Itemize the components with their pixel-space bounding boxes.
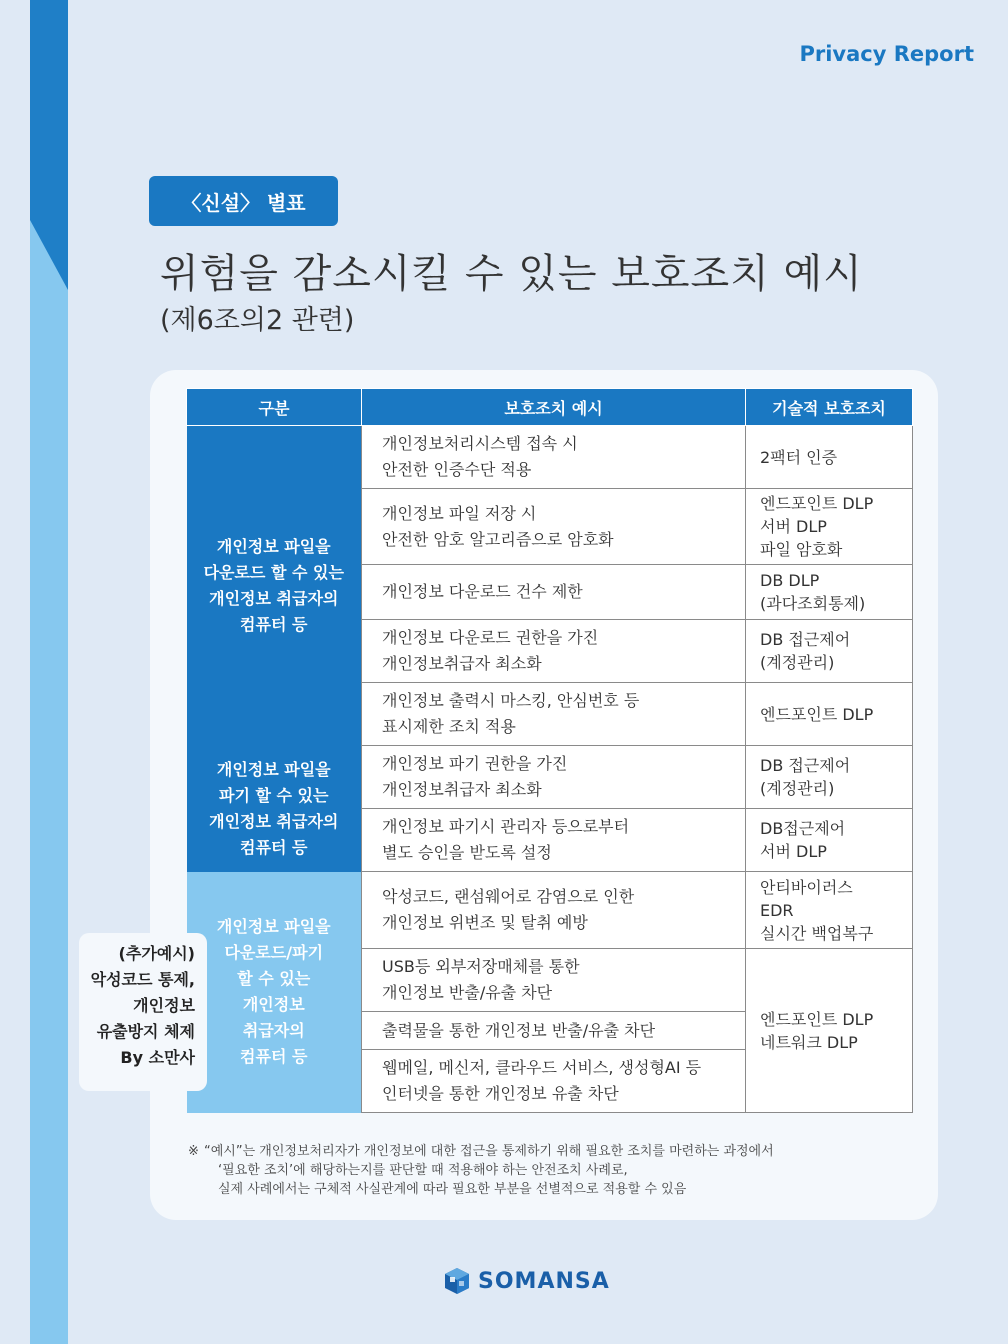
tech-line: 2팩터 인증	[760, 447, 838, 467]
tech-cell	[746, 872, 913, 949]
measure-cell	[362, 489, 746, 565]
category-line: 취급자의	[242, 1021, 305, 1040]
footnote-mark: ※	[188, 1144, 199, 1159]
category-line: 개인정보 취급자의	[209, 588, 339, 608]
measure-line: 개인정보처리시스템 접속 시	[382, 434, 578, 453]
measure-line: 개인정보 파기 권한을 가진	[382, 754, 568, 773]
tech-line: DB DLP	[760, 571, 820, 590]
tech-cell	[746, 565, 913, 620]
measure-line: 개인정보 다운로드 건수 제한	[382, 582, 583, 601]
measure-cell	[362, 620, 746, 683]
category-line: 파기 할 수 있는	[219, 785, 329, 805]
report-label: Privacy Report	[799, 42, 974, 66]
measure-cell	[362, 746, 746, 809]
protection-measures-table	[186, 388, 913, 1113]
tech-line: DB접근제어	[760, 819, 846, 838]
category-line: 다운로드 할 수 있는	[203, 562, 344, 582]
measure-line: 개인정보취급자 최소화	[382, 654, 542, 673]
page-title: 위험을 감소시킬 수 있는 보호조치 예시	[160, 251, 863, 297]
measure-cell	[362, 1012, 746, 1050]
category-line: 컴퓨터 등	[240, 1047, 308, 1066]
tech-line: 엔드포인트 DLP	[760, 494, 874, 513]
tech-line: 서버 DLP	[760, 517, 827, 536]
left-accent-bar-light	[30, 220, 68, 1344]
cube-logo-icon	[442, 1266, 472, 1296]
tech-line: 엔드포인트 DLP	[760, 1009, 874, 1029]
tech-line: (계정관리)	[760, 779, 835, 798]
table-header-row	[187, 389, 913, 426]
measure-line: 안전한 암호 알고리즘으로 암호화	[382, 529, 614, 549]
measure-line: 안전한 인증수단 적용	[382, 460, 532, 479]
tech-line: DB 접근제어	[760, 756, 851, 775]
tech-cell	[746, 746, 913, 809]
tech-line: DB 접근제어	[760, 630, 851, 649]
footnote-line: 실제 사례에서는 구체적 사실관계에 따라 필요한 부분을 선별적으로 적용할 수 있음	[218, 1182, 687, 1197]
side-note-line: 유출방지 체제	[96, 1022, 195, 1041]
category-line: 다운로드/파기	[224, 943, 324, 962]
measure-line: USB등 외부저장매체를 통한	[382, 957, 580, 976]
header-category: 구분	[187, 389, 362, 426]
category-cell	[187, 426, 362, 746]
tech-line: 네트워크 DLP	[760, 1032, 858, 1052]
category-cell	[187, 872, 362, 1113]
measure-line: 악성코드, 랜섬웨어로 감염으로 인한	[382, 887, 635, 906]
category-line: 개인정보 파일을	[216, 536, 331, 556]
measure-line: 출력물을 통한 개인정보 반출/유출 차단	[382, 1020, 656, 1040]
measure-cell	[362, 1050, 746, 1113]
side-note-callout	[79, 933, 207, 1091]
tech-line: 파일 암호화	[760, 540, 843, 559]
tech-line: 엔드포인트 DLP	[760, 704, 874, 724]
measure-line: 개인정보 반출/유출 차단	[382, 983, 553, 1002]
measure-cell	[362, 872, 746, 949]
tech-cell	[746, 620, 913, 683]
category-line: 할 수 있는	[237, 969, 311, 988]
category-line: 개인정보 취급자의	[209, 811, 339, 831]
tech-line: (계정관리)	[760, 653, 835, 672]
measure-line: 개인정보 출력시 마스킹, 안심번호 등	[382, 691, 640, 710]
footnote-line: ‘필요한 조치’에 해당하는지를 판단할 때 적용해야 하는 안전조치 사례로,	[218, 1163, 628, 1178]
tech-cell	[746, 683, 913, 746]
table-row	[187, 746, 913, 809]
side-note-line: By 소만사	[120, 1048, 195, 1067]
table-row	[187, 872, 913, 949]
side-note-line: 악성코드 통제,	[90, 970, 195, 989]
measure-cell	[362, 565, 746, 620]
category-line: 컴퓨터 등	[240, 614, 308, 634]
category-line: 컴퓨터 등	[240, 837, 308, 857]
measure-line: 개인정보 파일 저장 시	[382, 503, 537, 523]
tech-line: (과다조회통제)	[760, 594, 866, 613]
measure-cell	[362, 809, 746, 872]
measure-line: 개인정보 다운로드 권한을 가진	[382, 628, 599, 647]
header-tech: 기술적 보호조치	[746, 389, 913, 426]
table-row	[187, 426, 913, 489]
page-subtitle: (제6조의2 관련)	[160, 305, 355, 336]
measure-line: 개인정보취급자 최소화	[382, 780, 542, 799]
measure-cell	[362, 683, 746, 746]
category-line: 개인정보 파일을	[216, 759, 331, 779]
tech-cell	[746, 809, 913, 872]
measure-line: 별도 승인을 받도록 설정	[382, 843, 552, 862]
tech-line: 안티바이러스	[760, 877, 853, 897]
measure-line: 개인정보 위변조 및 탈취 예방	[382, 913, 588, 932]
measure-cell	[362, 949, 746, 1012]
category-cell	[187, 746, 362, 872]
category-line: 개인정보 파일을	[216, 917, 331, 936]
footnote-line: “예시”는 개인정보처리자가 개인정보에 대한 접근을 통제하기 위해 필요한 조치를 마련하는 과정에서	[204, 1144, 774, 1159]
tech-line: 서버 DLP	[760, 842, 827, 861]
tech-cell	[746, 949, 913, 1113]
tech-line: 실시간 백업복구	[760, 923, 874, 943]
side-note-line: (추가예시)	[118, 944, 195, 963]
tech-line: EDR	[760, 900, 794, 920]
side-note-line: 개인정보	[133, 996, 195, 1015]
tech-cell	[746, 489, 913, 565]
footnote	[188, 1142, 774, 1199]
measure-line: 표시제한 조치 적용	[382, 717, 516, 736]
somansa-logo	[442, 1266, 610, 1296]
measure-line: 웹메일, 메신저, 클라우드 서비스, 생성형AI 등	[382, 1058, 702, 1077]
measure-cell	[362, 426, 746, 489]
measure-line: 인터넷을 통한 개인정보 유출 차단	[382, 1084, 619, 1103]
section-badge: 〈신설〉 별표	[149, 176, 338, 226]
measure-line: 개인정보 파기시 관리자 등으로부터	[382, 817, 630, 836]
logo-text: SOMANSA	[478, 1268, 610, 1294]
header-measure: 보호조치 예시	[362, 389, 746, 426]
category-line: 개인정보	[242, 995, 305, 1014]
tech-cell	[746, 426, 913, 489]
